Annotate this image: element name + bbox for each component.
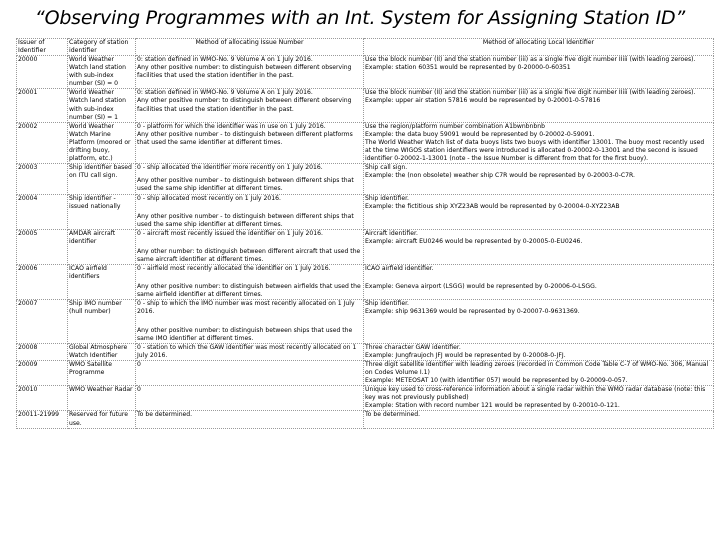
category-cell: Ship identifier based on ITU call sign. bbox=[68, 164, 136, 194]
spacer bbox=[365, 273, 712, 283]
issuer-cell: 20008 bbox=[17, 343, 68, 360]
table-row bbox=[17, 229, 714, 264]
local-text: The World Weather Watch list of data buoys lists two buoys with identifier 13001. The buoy most recently used at the time WIGOS station identifiers were introduced is allocated 0-20002-0-13001 and the second is issued identifier 0-20002-1-13001 (note - the Issue Number is different from that for the first buoy). bbox=[365, 138, 705, 163]
slide-title: “Observing Programmes with an Int. System for Assigning Station ID” bbox=[34, 7, 686, 29]
local-text: Use the block number (II) and the station number (iii) as a single five digit number IIiii (with leading zeroes). bbox=[365, 89, 696, 97]
local-text: ICAO airfield identifier. bbox=[365, 265, 434, 273]
local-text: Three digit satellite identifier with leading zeroes (recorded in Common Code Table C-7 of WMO-No. 306, Manual on Codes Volume I.1) bbox=[365, 360, 709, 376]
issuer-cell: 20009 bbox=[17, 360, 68, 385]
local-text: Unique key used to cross-reference information about a single radar within the WMO radar database (note: this key was not previously published) bbox=[365, 386, 706, 402]
table-row bbox=[17, 122, 714, 163]
issue-method-cell bbox=[136, 89, 364, 122]
local-text: Example: Jungfraujoch JFJ would be represented by 0-20008-0-JFJ. bbox=[365, 351, 566, 359]
category-cell: Ship identifier - issued nationally bbox=[68, 194, 136, 229]
table-row bbox=[17, 164, 714, 194]
issue-method-cell bbox=[136, 122, 364, 163]
issue-text: 0 bbox=[137, 360, 141, 368]
issuer-cell: 20000 bbox=[17, 56, 68, 89]
local-text: Ship call sign. bbox=[365, 164, 408, 172]
local-text: Example: METEOSAT 10 (with identifier 057) would be represented by 0-20009-0-057. bbox=[365, 377, 628, 385]
issue-text: Any other positive number: to distinguish between different observing facilities that used the station identifier in the past. bbox=[137, 97, 352, 113]
category-cell: WMO Satellite Programme bbox=[68, 360, 136, 385]
issue-text: 0 - station to which the GAW identifier was most recently allocated on 1 July 2016. bbox=[137, 343, 357, 359]
local-method-cell bbox=[364, 89, 714, 122]
table-row bbox=[17, 343, 714, 360]
local-method-cell bbox=[364, 56, 714, 89]
category-cell: World Weather Watch land station with sub-index number (SI) = 1 bbox=[68, 89, 136, 122]
table-row bbox=[17, 265, 714, 300]
local-method-cell bbox=[364, 164, 714, 194]
spacer bbox=[137, 317, 362, 327]
issue-text: Any other positive number - to distinguish between different platforms that used the same identifier at different times. bbox=[137, 130, 353, 146]
issuer-cell: 20003 bbox=[17, 164, 68, 194]
category-cell: Global Atmosphere Watch Identifier bbox=[68, 343, 136, 360]
table-row bbox=[17, 386, 714, 411]
issuer-cell: 20007 bbox=[17, 300, 68, 343]
table-row bbox=[17, 89, 714, 122]
issuer-cell: 20001 bbox=[17, 89, 68, 122]
issue-method-cell bbox=[136, 265, 364, 300]
local-method-cell bbox=[364, 300, 714, 343]
issue-method-cell bbox=[136, 360, 364, 385]
spacer bbox=[137, 203, 362, 213]
category-cell: Ship IMO number (hull number) bbox=[68, 300, 136, 343]
issue-method-cell bbox=[136, 411, 364, 428]
local-text: Example: ship 9631369 would be represented by 0-20007-0-9631369. bbox=[365, 308, 580, 316]
issue-method-cell bbox=[136, 229, 364, 264]
local-text: Example: Station with record number 121 would be represented by 0-20010-0-121. bbox=[365, 402, 620, 410]
issue-text: Any other positive number: to distinguish between different observing facilities that used the station identifier in the past. bbox=[137, 64, 352, 80]
table-row bbox=[17, 300, 714, 343]
header-issuer: Issuer of Identifier bbox=[17, 39, 68, 56]
issue-text: 0: station defined in WMO-No. 9 Volume A on 1 July 2016. bbox=[137, 56, 313, 63]
issue-text: Any other positive number: to distinguish between ships that used the same IMO identifier at different times. bbox=[137, 326, 353, 342]
category-cell: WMO Weather Radar bbox=[68, 386, 136, 411]
issue-method-cell bbox=[136, 386, 364, 411]
issue-text: 0 - ship allocated most recently on 1 July 2016. bbox=[137, 194, 281, 202]
table-row bbox=[17, 360, 714, 385]
station-id-table bbox=[16, 38, 714, 429]
issue-method-cell bbox=[136, 194, 364, 229]
header-local-method: Method of allocating Local Identifier bbox=[364, 39, 714, 56]
category-cell: World Weather Watch land station with sub-index number (SI) = 0 bbox=[68, 56, 136, 89]
local-text: Example: the data buoy 59091 would be represented by 0-20002-0-59091. bbox=[365, 130, 595, 138]
issue-text: 0 - airfield most recently allocated the identifier on 1 July 2016. bbox=[137, 265, 331, 273]
header-category: Category of station identifier bbox=[68, 39, 136, 56]
table-row bbox=[17, 194, 714, 229]
spacer bbox=[137, 238, 362, 248]
issue-text: 0 - platform for which the identifier was in use on 1 July 2016. bbox=[137, 122, 326, 130]
category-cell: AMDAR aircraft identifier bbox=[68, 229, 136, 264]
issue-text: Any other number: to distinguish between different aircraft that used the same aircraft identifier at different times. bbox=[137, 247, 361, 263]
local-method-cell bbox=[364, 122, 714, 163]
category-cell: Reserved for future use. bbox=[68, 411, 136, 428]
local-method-cell bbox=[364, 411, 714, 428]
table-row bbox=[17, 56, 714, 89]
issue-method-cell bbox=[136, 164, 364, 194]
issue-text: Any other positive number - to distinguish between different ships that used the same ship identifier at different times. bbox=[137, 212, 354, 228]
local-text: Example: aircraft EU0246 would be represented by 0-20005-0-EU0246. bbox=[365, 237, 583, 245]
issuer-cell: 20005 bbox=[17, 229, 68, 264]
local-text: Aircraft identifier. bbox=[365, 229, 418, 237]
issue-text: To be determined. bbox=[137, 411, 193, 419]
local-text: Example: station 60351 would be represented by 0-20000-0-60351 bbox=[365, 64, 571, 72]
issue-method-cell bbox=[136, 300, 364, 343]
local-text: Example: the fictitious ship XYZ23AB would be represented by 0-20004-0-XYZ23AB bbox=[365, 202, 620, 210]
category-cell: World Weather Watch Marine Platform (moored or drifting buoy, platform, etc.) bbox=[68, 122, 136, 163]
local-text: Use the block number (II) and the station number (iii) as a single five digit number IIiii (with leading zeroes). bbox=[365, 56, 696, 63]
spacer bbox=[137, 273, 362, 283]
issuer-cell: 20006 bbox=[17, 265, 68, 300]
issuer-cell: 20002 bbox=[17, 122, 68, 163]
issue-method-cell bbox=[136, 343, 364, 360]
local-text: Three character GAW identifier. bbox=[365, 343, 461, 351]
local-method-cell bbox=[364, 360, 714, 385]
issuer-cell: 20010 bbox=[17, 386, 68, 411]
issue-text: 0 bbox=[137, 386, 141, 394]
local-method-cell bbox=[364, 229, 714, 264]
table-row bbox=[17, 411, 714, 428]
local-text: Example: the (non obsolete) weather ship C7R would be represented by 0-20003-0-C7R. bbox=[365, 172, 635, 180]
local-text: Ship identifier. bbox=[365, 300, 409, 308]
issue-text: Any other positive number - to distinguish between different ships that used the same ship identifier at different times. bbox=[137, 177, 354, 193]
table-header-row bbox=[17, 39, 714, 56]
local-text: Use the region/platform number combination A1bwnbnbnb bbox=[365, 122, 546, 130]
issuer-cell: 20004 bbox=[17, 194, 68, 229]
local-text: Example: Geneva airport (LSGG) would be represented by 0-20006-0-LSGG. bbox=[365, 283, 597, 291]
issue-text: 0 - ship to which the IMO number was most recently allocated on 1 July 2016. bbox=[137, 300, 355, 316]
local-text: Example: upper air station 57816 would be represented by 0-20001-0-57816 bbox=[365, 97, 601, 105]
local-text: To be determined. bbox=[365, 411, 421, 419]
local-method-cell bbox=[364, 343, 714, 360]
local-method-cell bbox=[364, 194, 714, 229]
header-issue-method: Method of allocating Issue Number bbox=[136, 39, 364, 56]
category-cell: ICAO airfield identifiers bbox=[68, 265, 136, 300]
local-text: Ship identifier. bbox=[365, 194, 409, 202]
issue-text: 0 - ship allocated the identifier more recently on 1 July 2016. bbox=[137, 164, 323, 172]
local-method-cell bbox=[364, 265, 714, 300]
local-method-cell bbox=[364, 386, 714, 411]
issue-method-cell bbox=[136, 56, 364, 89]
issuer-cell: 20011-21999 bbox=[17, 411, 68, 428]
issue-text: 0: station defined in WMO-No. 9 Volume A on 1 July 2016. bbox=[137, 89, 313, 97]
issue-text: 0 - aircraft most recently issued the identifier on 1 July 2016. bbox=[137, 229, 323, 237]
issue-text: Any other positive number: to distinguish between airfields that used the same airfield identifier at different times. bbox=[137, 283, 361, 299]
